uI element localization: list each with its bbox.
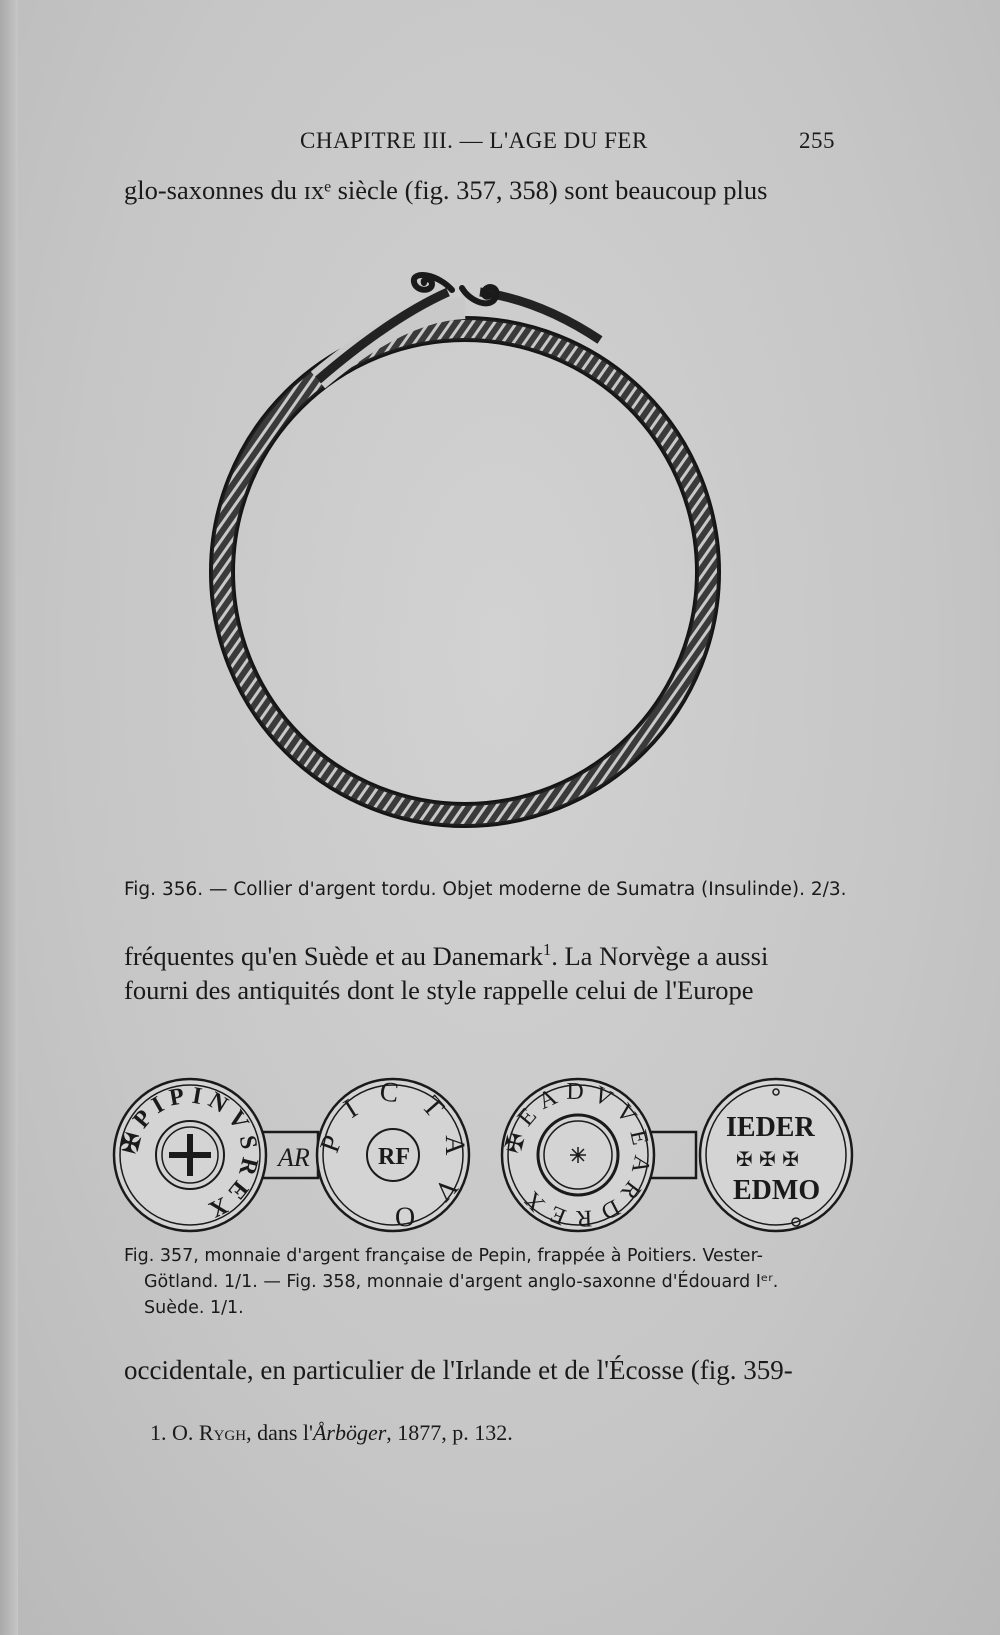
footnote-journal: Årböger	[312, 1420, 387, 1445]
body-line-2	[124, 940, 844, 972]
figure-357-caption-3: Suède. 1/1.	[144, 1298, 244, 1318]
torque-twist	[222, 329, 708, 815]
body-line-2-a: fréquentes qu'en Suède et au Danemark	[124, 940, 544, 971]
body-line-3: fourni des antiquités dont le style rappelle celui de l'Europe	[124, 975, 754, 1005]
chapter-title: CHAPITRE III. — L'AGE DU FER	[300, 128, 648, 153]
footnote-ref: 1	[543, 940, 552, 959]
coin-edward-line2: EDMO	[733, 1175, 821, 1206]
page-edge-shadow	[0, 0, 18, 1635]
body-line-1: glo-saxonnes du ɪxᵉ siècle (fig. 357, 358) sont beaucoup plus	[124, 175, 768, 205]
coin-pepin-monogram: RF	[378, 1144, 410, 1170]
coin-edward-obverse	[501, 1079, 655, 1232]
coins-illustration	[108, 1062, 868, 1262]
footnote-number: 1. O.	[150, 1420, 194, 1445]
coin-pepin-obverse	[114, 1079, 266, 1231]
body-line-4: occidentale, en particulier de l'Irlande et de l'Écosse (fig. 359-	[124, 1355, 793, 1385]
footnote-text-a: , dans l'	[246, 1420, 313, 1445]
footnote	[150, 1420, 513, 1446]
coin-edward-line1: IEDER	[726, 1112, 815, 1143]
figure-357-caption-2: Götland. 1/1. — Fig. 358, monnaie d'argent anglo-saxonne d'Édouard Iᵉʳ.	[144, 1272, 779, 1292]
coin-pepin-reverse	[314, 1076, 470, 1232]
argentum-mark: AR	[278, 1143, 310, 1172]
spiral-terminal-left	[414, 275, 452, 290]
coin-edward-legend: ✠EADVVEARDREX	[500, 1078, 655, 1232]
torque-necklace-illustration	[200, 270, 760, 860]
footnote-author: Rygh	[198, 1420, 247, 1445]
torque-inner-edge	[234, 341, 696, 803]
figure-356-caption: Fig. 356. — Collier d'argent tordu. Objet moderne de Sumatra (Insulinde). 2/3.	[124, 879, 847, 900]
running-header	[300, 124, 835, 158]
footnote-text-b: , 1877, p. 132.	[386, 1420, 513, 1445]
spiral-terminal-right	[462, 287, 496, 303]
coin-pictavo-legend: PICTAVO	[314, 1076, 471, 1233]
page-number: 255	[799, 128, 835, 153]
coin-pepin-legend: ✠PIPINVSREX	[117, 1082, 263, 1225]
coin-edward-crosses: ✠ ✠ ✠	[736, 1147, 799, 1171]
coin-edward-reverse	[700, 1079, 852, 1231]
body-line-2-b: . La Norvège a aussi	[551, 940, 769, 971]
figure-357-caption-1: Fig. 357, monnaie d'argent française de Pepin, frappée à Poitiers. Vester-	[124, 1246, 763, 1266]
